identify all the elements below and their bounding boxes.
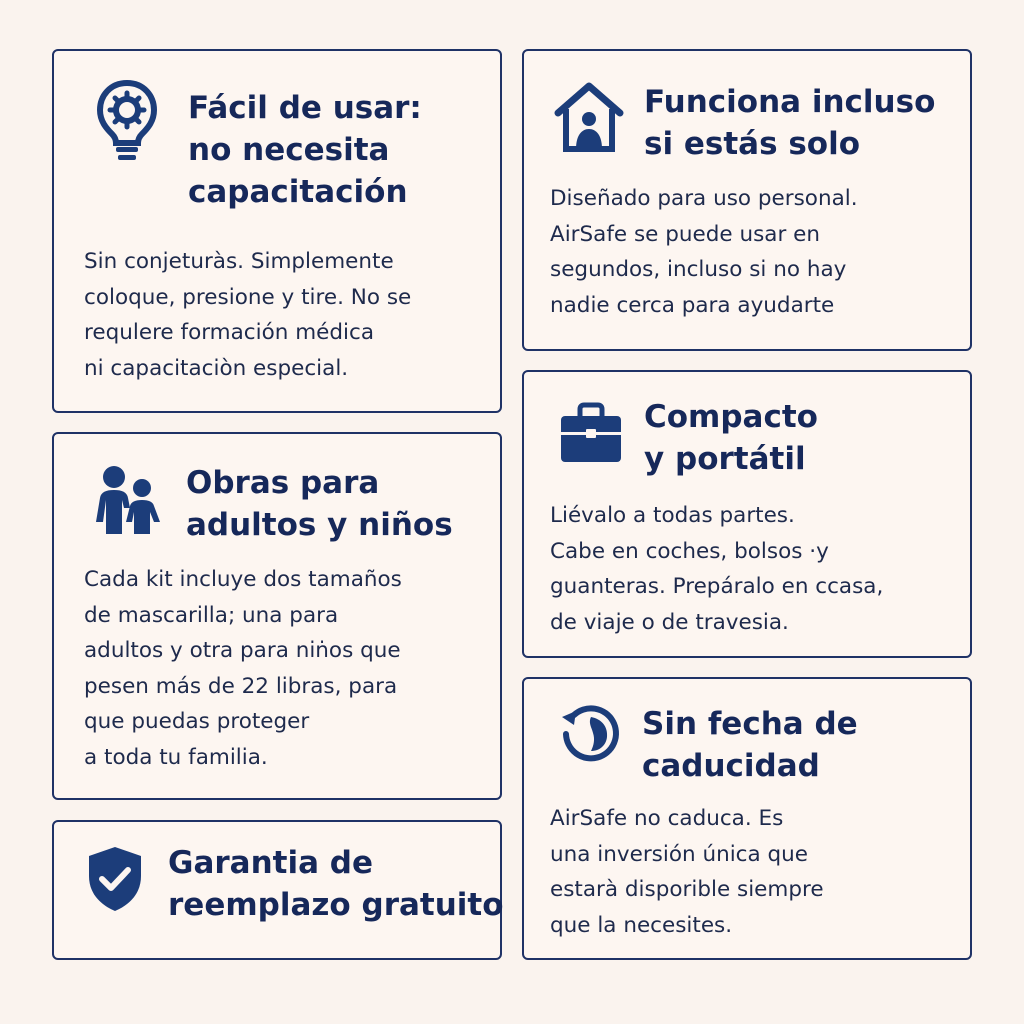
body-line: requlere formación médica bbox=[84, 320, 374, 345]
body-line: de mascarilla; una para bbox=[84, 602, 339, 628]
card-body bbox=[550, 801, 824, 943]
card-body bbox=[84, 244, 411, 386]
card-body bbox=[84, 562, 402, 775]
body-line: Liévalo a todas partes. bbox=[550, 503, 795, 528]
title-line: Funciona incluso bbox=[644, 84, 936, 120]
title-line: Compacto bbox=[644, 399, 818, 435]
body-line: AirSafe no caduca. Es bbox=[550, 806, 784, 831]
card-easy-to-use bbox=[52, 49, 502, 413]
lightbulb-gear-icon bbox=[94, 79, 160, 165]
title-line: capacitación bbox=[188, 174, 408, 210]
body-line: que puedas proteger bbox=[84, 709, 310, 734]
body-line: segundos, incluso si no hay bbox=[550, 257, 847, 282]
body-line: una inversión única que bbox=[550, 841, 808, 867]
home-person-icon bbox=[554, 81, 624, 153]
card-body bbox=[550, 181, 858, 323]
body-line: AirSafe se puede usar en bbox=[550, 221, 820, 247]
title-line: adultos y niños bbox=[186, 507, 453, 543]
body-line: Diseñado para uso personal. bbox=[550, 186, 858, 211]
body-line: ni capacitaciòn especial. bbox=[84, 355, 349, 381]
title-line: reemplazo gratuito bbox=[168, 887, 504, 923]
briefcase-icon bbox=[558, 402, 624, 466]
body-line: coloque, presione y tire. No se bbox=[84, 284, 412, 310]
title-line: Garantia de bbox=[168, 845, 374, 881]
card-body bbox=[550, 498, 883, 640]
body-line: nadie cerca para ayudarte bbox=[550, 292, 835, 318]
body-line: de viaje o de travesia. bbox=[550, 609, 789, 635]
body-line: Cada kit incluye dos tamaños bbox=[84, 567, 402, 592]
card-compact bbox=[522, 370, 972, 658]
card-title bbox=[642, 703, 858, 787]
refresh-clock-icon bbox=[558, 701, 624, 767]
body-line: a toda tu familia. bbox=[84, 744, 268, 770]
title-line: y portátil bbox=[644, 441, 806, 477]
card-title bbox=[186, 462, 453, 546]
title-line: si estás solo bbox=[644, 126, 861, 162]
title-line: Sin fecha de bbox=[642, 706, 858, 742]
card-title bbox=[168, 842, 504, 926]
card-works-alone bbox=[522, 49, 972, 351]
card-warranty bbox=[52, 820, 502, 960]
card-title bbox=[644, 81, 935, 165]
body-line: adultos y otra para niṅos que bbox=[84, 638, 401, 663]
card-adults-children bbox=[52, 432, 502, 800]
title-line: Fácil de usar: bbox=[188, 90, 422, 126]
body-line: pesen más de 22 libras, para bbox=[84, 673, 398, 699]
body-line: que la necesites. bbox=[550, 912, 733, 938]
card-title bbox=[644, 396, 818, 480]
title-line: no necesita bbox=[188, 132, 390, 168]
card-title bbox=[188, 87, 422, 213]
body-line: Sin conjeturàs. Simplemente bbox=[84, 249, 394, 274]
body-line: estarà disporible siempre bbox=[550, 877, 824, 902]
shield-check-icon bbox=[84, 844, 146, 914]
title-line: Obras para bbox=[186, 465, 380, 501]
body-line: guanteras. Prepáralo en ccasa, bbox=[550, 574, 884, 599]
title-line: caducidad bbox=[642, 748, 820, 784]
body-line: Cabe en coches, bolsos ·y bbox=[550, 538, 829, 564]
card-no-expiry bbox=[522, 677, 972, 960]
family-icon bbox=[92, 464, 164, 536]
